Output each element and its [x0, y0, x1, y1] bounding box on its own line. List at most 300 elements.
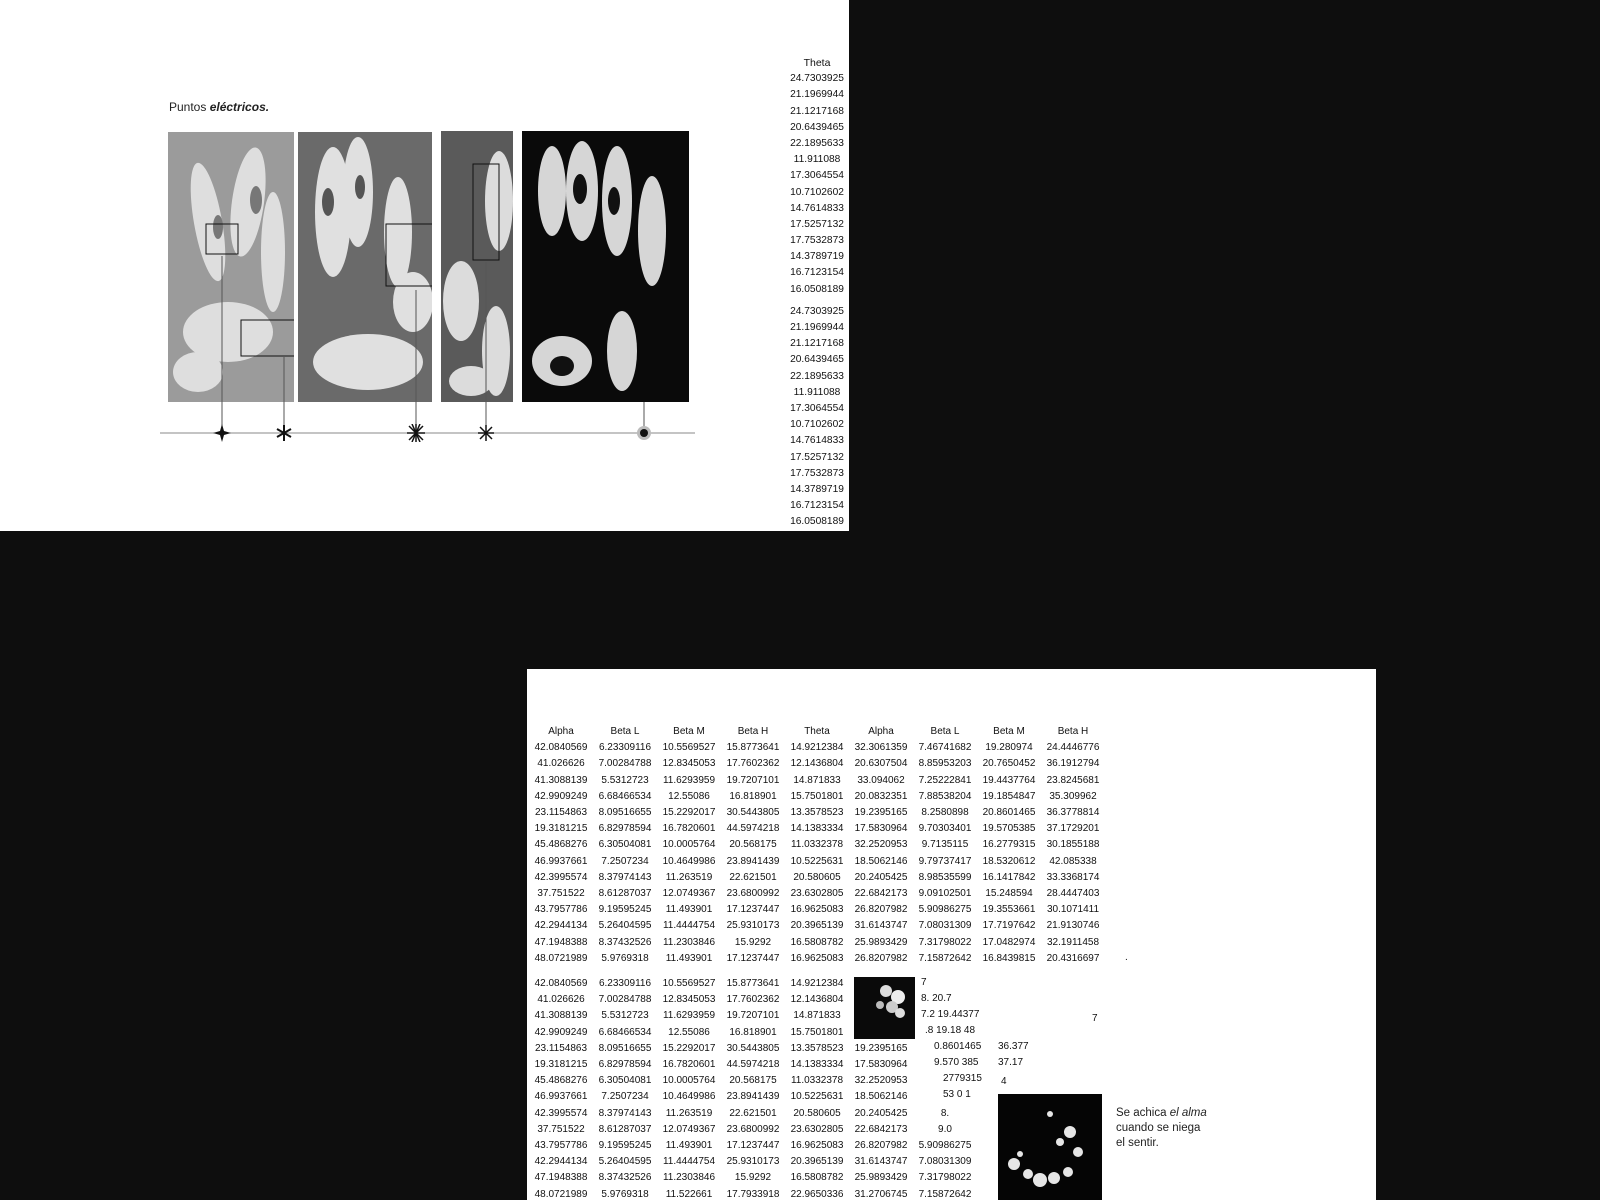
table-cell: 32.2520953 [854, 839, 908, 851]
quote-text: Se achica [1116, 1107, 1170, 1119]
table-cell: 46.9937661 [534, 855, 588, 867]
table-row [529, 1106, 977, 1122]
column-header: Beta H [737, 726, 769, 737]
table-row [529, 756, 1105, 772]
table-cell: 7.31798022 [918, 1172, 972, 1184]
table-cell: 7.15872642 [918, 1188, 972, 1200]
table-cell: 10.4649986 [662, 1091, 716, 1103]
table-row [529, 870, 1105, 886]
table-cell: 17.0482974 [982, 936, 1036, 948]
table-cell: 17.1237447 [726, 1140, 780, 1152]
table-cell: 8.37974143 [598, 871, 652, 883]
table-cell: 20.4316697 [1046, 952, 1100, 964]
theta-value: 11.911088 [793, 386, 841, 398]
theta-value: 14.3789719 [790, 483, 844, 495]
table-cell: 45.4868276 [534, 1075, 588, 1087]
table-cell: 14.9212384 [790, 978, 844, 989]
theta-value: 16.0508189 [790, 516, 844, 528]
table-cell: 23.6302805 [790, 888, 844, 900]
table-cell: 16.7820601 [662, 1059, 716, 1071]
table-cell: 25.9310173 [726, 920, 780, 932]
table-cell: 44.5974218 [726, 823, 780, 835]
table-cell: 31.2706745 [854, 1188, 908, 1200]
table-cell: 25.9310173 [726, 1156, 780, 1168]
caption-emphasis: eléctricos. [209, 100, 270, 114]
table-cell: 10.5225631 [790, 855, 844, 867]
table-cell: 47.1948388 [534, 936, 588, 948]
table-cell: 20.7650452 [982, 758, 1036, 770]
table-cell: 16.8439815 [982, 952, 1036, 964]
table-cell: 42.3995574 [534, 1107, 588, 1119]
theta-value: 21.1969944 [790, 322, 844, 333]
table-cell: 42.9909249 [534, 790, 588, 802]
fragment-value: .8 19.18 48 [925, 1025, 976, 1036]
theta-value: 20.6439465 [790, 121, 844, 133]
table-cell: 41.3088139 [534, 1010, 588, 1022]
table-cell: 22.621501 [729, 1107, 777, 1119]
table-cell: 17.5830964 [854, 1059, 908, 1071]
column-header: Beta M [993, 726, 1025, 737]
theta-value: 24.7303925 [790, 305, 844, 317]
table-cell: 5.5312723 [601, 774, 649, 786]
table-cell: 26.8207982 [854, 904, 908, 916]
column-header: Beta L [610, 726, 640, 737]
glow-dots-image-small [854, 977, 915, 1039]
table-cell: 13.3578523 [790, 1042, 844, 1054]
theta-value: 16.0508189 [790, 283, 844, 295]
table-cell: 17.7933918 [726, 1188, 780, 1200]
table-cell: 25.9893429 [854, 1172, 908, 1184]
theta-value: 21.1969944 [790, 89, 844, 101]
table-row [529, 886, 1105, 902]
table-cell: 11.2303846 [662, 936, 716, 948]
table-cell: 5.5312723 [601, 1010, 649, 1022]
table-cell: 32.2520953 [854, 1075, 908, 1087]
table-cell: 6.68466534 [598, 1026, 652, 1038]
table-cell: 23.6302805 [790, 1123, 844, 1135]
table-cell: 11.4444754 [662, 920, 716, 932]
table-cell: 15.7501801 [790, 790, 844, 802]
table-cell: 8.2580898 [921, 807, 969, 819]
table-cell: 30.1071411 [1046, 904, 1100, 916]
quote-text: el sentir. [1116, 1137, 1159, 1149]
table-row [529, 1154, 977, 1170]
table-cell: 12.0749367 [662, 1123, 716, 1135]
table-cell: 5.90986275 [918, 1140, 972, 1152]
table-cell: 22.6842173 [854, 888, 908, 900]
table-cell: 6.82978594 [598, 1059, 652, 1071]
table-cell: 23.6800992 [726, 1123, 780, 1135]
table-cell: 31.6143747 [854, 1156, 908, 1168]
table-cell: 23.1154863 [534, 1042, 588, 1054]
theta-column [782, 55, 849, 530]
column-header: Alpha [868, 726, 894, 737]
table-cell: 7.2507234 [601, 1091, 649, 1103]
table-cell: 7.08031309 [918, 920, 972, 932]
glow-dot-icon [636, 425, 652, 441]
table-cell: 19.2395165 [854, 1042, 908, 1054]
fragment-value: 7 [1092, 1013, 1098, 1024]
quote-text: cuando se niega [1116, 1122, 1201, 1134]
table-cell: 11.6293959 [662, 774, 716, 786]
table-cell: 19.1854847 [982, 790, 1036, 802]
asterisk-icon [276, 425, 292, 441]
table-cell: 12.1436804 [790, 994, 844, 1006]
table-cell: 11.4444754 [662, 1156, 716, 1168]
table-cell: 8.98535599 [918, 871, 972, 883]
table-cell: 18.5062146 [854, 1091, 908, 1103]
table-cell: 37.1729201 [1046, 823, 1100, 835]
trailing-dot: . [1125, 952, 1128, 963]
table-cell: 31.6143747 [854, 920, 908, 932]
table-cell: 25.9893429 [854, 936, 908, 948]
starburst-icon [407, 424, 425, 442]
table-cell: 37.751522 [537, 888, 585, 900]
table-cell: 22.6842173 [854, 1123, 908, 1135]
table-cell: 42.085338 [1049, 855, 1097, 867]
table-cell: 45.4868276 [534, 839, 588, 851]
table-cell: 15.8773641 [726, 742, 780, 754]
table-cell: 14.871833 [793, 1010, 841, 1022]
table-cell: 6.30504081 [598, 1075, 652, 1087]
table-cell: 7.25222841 [918, 774, 972, 786]
top-panel [0, 0, 849, 531]
table-cell: 15.9292 [734, 936, 772, 948]
theta-value: 10.7102602 [790, 419, 844, 431]
table-row [529, 1122, 977, 1138]
table-cell: 17.1237447 [726, 952, 780, 964]
table-cell: 16.2779315 [982, 839, 1036, 851]
table-cell: 8.61287037 [598, 1123, 652, 1135]
table-row [529, 773, 1105, 789]
theta-value: 17.7532873 [790, 235, 844, 247]
table-row [529, 1187, 977, 1200]
marker-lines [0, 0, 849, 531]
table-cell: 23.8941439 [726, 855, 780, 867]
table-cell: 14.9212384 [790, 742, 844, 754]
table-cell: 10.5569527 [662, 742, 716, 754]
table-cell: 19.280974 [985, 742, 1033, 754]
table-cell: 20.0832351 [854, 790, 908, 802]
table-cell: 42.2944134 [534, 920, 588, 932]
table-cell: 16.818901 [729, 790, 777, 802]
theta-value: 22.1895633 [790, 137, 844, 149]
column-header: Alpha [548, 726, 574, 737]
table-cell: 11.263519 [665, 871, 713, 883]
table-cell: 20.580605 [793, 871, 841, 883]
table-cell: 9.7135115 [921, 839, 969, 851]
table-cell: 15.9292 [734, 1172, 772, 1184]
table-cell: 32.3061359 [854, 742, 908, 754]
table-cell: 9.09102501 [918, 888, 972, 900]
caption-text: Puntos [169, 100, 210, 114]
table-cell: 36.3778814 [1046, 807, 1100, 819]
table-cell: 11.0332378 [790, 839, 844, 851]
table-cell: 12.55086 [668, 1026, 710, 1038]
table-cell: 20.568175 [729, 1075, 777, 1087]
table-cell: 8.37432526 [598, 936, 652, 948]
table-cell: 19.7207101 [726, 1010, 780, 1022]
table-cell: 41.026626 [537, 994, 585, 1006]
table-cell: 20.568175 [729, 839, 777, 851]
table-cell: 11.493901 [665, 904, 713, 916]
theta-value: 22.1895633 [790, 370, 844, 382]
table-cell: 11.522661 [665, 1188, 713, 1200]
table-cell: 16.818901 [729, 1026, 777, 1038]
table-cell: 20.2405425 [854, 1107, 908, 1119]
table-cell: 7.08031309 [918, 1156, 972, 1168]
quote-emphasis: el alma [1169, 1107, 1207, 1119]
table-cell: 7.2507234 [601, 855, 649, 867]
table-cell: 41.3088139 [534, 774, 588, 786]
table-cell: 10.0005764 [662, 839, 716, 851]
table-cell: 10.4649986 [662, 855, 716, 867]
fragment-value: 36.377 [998, 1041, 1029, 1052]
table-cell: 6.23309116 [598, 978, 652, 989]
table-cell: 16.9625083 [790, 1140, 844, 1152]
table-cell: 20.3965139 [790, 1156, 844, 1168]
table-cell: 20.580605 [793, 1107, 841, 1119]
theta-value: 16.7123154 [790, 267, 844, 279]
table-row [529, 1138, 977, 1154]
table-cell: 7.31798022 [918, 936, 972, 948]
table-cell: 18.5062146 [854, 855, 908, 867]
table-cell: 6.30504081 [598, 839, 652, 851]
table-cell: 19.3181215 [534, 1059, 588, 1071]
theta-value: 16.7123154 [790, 500, 844, 512]
table-header-row [529, 724, 1105, 740]
table-cell: 15.248594 [985, 888, 1033, 900]
table-cell: 21.9130746 [1046, 920, 1100, 932]
table-cell: 33.094062 [857, 774, 905, 786]
theta-value: 17.3064554 [790, 170, 844, 182]
table-cell: 20.6307504 [854, 758, 908, 770]
table-cell: 19.2395165 [854, 807, 908, 819]
table-cell: 5.26404595 [598, 920, 652, 932]
table-cell: 9.19595245 [598, 1140, 652, 1152]
table-cell: 9.79737417 [918, 855, 972, 867]
theta-value: 10.7102602 [790, 186, 844, 198]
table-cell: 19.5705385 [982, 823, 1036, 835]
table-cell: 23.6800992 [726, 888, 780, 900]
table-cell: 48.0721989 [534, 1188, 588, 1200]
table-cell: 46.9937661 [534, 1091, 588, 1103]
fragment-value: 2779315 [943, 1073, 982, 1084]
table-row [529, 902, 1105, 918]
table-row [529, 854, 1105, 870]
table-cell: 19.3181215 [534, 823, 588, 835]
table-cell: 19.7207101 [726, 774, 780, 786]
table-row [529, 918, 1105, 934]
table-row [529, 789, 1105, 805]
column-header: Theta [804, 726, 830, 737]
table-cell: 11.0332378 [790, 1075, 844, 1087]
table-cell: 20.3965139 [790, 920, 844, 932]
table-cell: 20.8601465 [982, 807, 1036, 819]
table-cell: 8.09516655 [598, 807, 652, 819]
table-cell: 23.8245681 [1046, 774, 1100, 786]
fragment-value: 37.17 [998, 1057, 1024, 1068]
table-cell: 8.09516655 [598, 1042, 652, 1054]
table-cell: 7.46741682 [918, 742, 972, 754]
table-cell: 8.85953203 [918, 758, 972, 770]
theta-value: 17.5257132 [790, 218, 844, 230]
table-cell: 35.309962 [1049, 790, 1097, 802]
table-cell: 48.0721989 [534, 952, 588, 964]
table-cell: 15.7501801 [790, 1026, 844, 1038]
table-cell: 5.9769318 [601, 1188, 649, 1200]
table-cell: 13.3578523 [790, 807, 844, 819]
table-cell: 9.0 [938, 1123, 952, 1135]
table-cell: 15.8773641 [726, 978, 780, 989]
table-cell: 11.493901 [665, 952, 713, 964]
table-cell: 42.2944134 [534, 1156, 588, 1168]
table-cell: 22.621501 [729, 871, 777, 883]
table-cell: 24.4446776 [1046, 742, 1100, 754]
poem-quote [1116, 1106, 1207, 1151]
table-row [529, 1041, 977, 1057]
table-cell: 12.8345053 [662, 994, 716, 1006]
table-cell: 16.5808782 [790, 1172, 844, 1184]
table-cell: 10.5225631 [790, 1091, 844, 1103]
table-cell: 9.19595245 [598, 904, 652, 916]
bottom-panel [527, 669, 1376, 1200]
table-cell: 10.5569527 [662, 978, 716, 989]
fragment-value: 53 0 1 [943, 1089, 971, 1100]
table-row [529, 1170, 977, 1186]
table-cell: 6.23309116 [598, 742, 652, 754]
table-cell: 16.9625083 [790, 904, 844, 916]
table-row [529, 1073, 977, 1089]
table-cell: 14.871833 [793, 774, 841, 786]
table-row [529, 837, 1105, 853]
table-row [529, 821, 1105, 837]
fragment-value: 0.8601465 [934, 1041, 982, 1052]
theta-header: Theta [803, 57, 831, 69]
table-cell: 17.7602362 [726, 994, 780, 1006]
table-cell: 41.026626 [537, 758, 585, 770]
table-cell: 20.2405425 [854, 871, 908, 883]
table-cell: 6.82978594 [598, 823, 652, 835]
table-cell: 7.00284788 [598, 994, 652, 1006]
table-cell: 15.2292017 [662, 807, 716, 819]
table-cell: 17.1237447 [726, 904, 780, 916]
table-row [529, 805, 1105, 821]
table-cell: 9.70303401 [918, 823, 972, 835]
table-cell: 8. [940, 1107, 950, 1119]
table-cell: 30.5443805 [726, 1042, 780, 1054]
table-row [529, 1057, 977, 1073]
table-cell: 30.5443805 [726, 807, 780, 819]
table-cell: 7.00284788 [598, 758, 652, 770]
table-cell: 28.4447403 [1046, 888, 1100, 900]
eeg-table [529, 724, 1105, 967]
table-cell: 43.7957786 [534, 904, 588, 916]
table-cell: 30.1855188 [1046, 839, 1100, 851]
table-cell: 16.5808782 [790, 936, 844, 948]
column-header: Beta M [673, 726, 705, 737]
glow-dots-image-large [998, 1094, 1102, 1200]
table-cell: 17.7602362 [726, 758, 780, 770]
table-cell: 36.1912794 [1046, 758, 1100, 770]
table-cell: 22.9650336 [790, 1188, 844, 1200]
theta-value: 21.1217168 [790, 105, 844, 117]
table-cell: 42.3995574 [534, 871, 588, 883]
table-cell: 7.88538204 [918, 790, 972, 802]
table-cell: 15.2292017 [662, 1042, 716, 1054]
theta-value: 17.3064554 [790, 402, 844, 414]
theta-value: 14.3789719 [790, 251, 844, 263]
table-cell: 5.9769318 [601, 952, 649, 964]
table-cell: 5.90986275 [918, 904, 972, 916]
four-point-star-icon [213, 424, 231, 442]
table-cell: 23.8941439 [726, 1091, 780, 1103]
spark-icon [478, 425, 494, 441]
table-cell: 16.7820601 [662, 823, 716, 835]
table-cell: 8.37432526 [598, 1172, 652, 1184]
table-cell: 11.2303846 [662, 1172, 716, 1184]
theta-value: 17.7532873 [790, 467, 844, 479]
table-cell: 17.5830964 [854, 823, 908, 835]
column-header: Beta L [930, 726, 960, 737]
table-cell: 11.493901 [665, 1140, 713, 1152]
table-cell: 42.9909249 [534, 1026, 588, 1038]
table-cell: 19.3553661 [982, 904, 1036, 916]
theta-value: 21.1217168 [790, 338, 844, 350]
table-cell: 19.4437764 [982, 774, 1036, 786]
table-cell: 14.1383334 [790, 1059, 844, 1071]
theta-value: 17.5257132 [790, 451, 844, 463]
table-cell: 26.8207982 [854, 952, 908, 964]
table-cell: 11.6293959 [662, 1010, 716, 1022]
fragment-value: 8. 20.7 [921, 993, 952, 1004]
table-cell: 42.0840569 [534, 742, 588, 754]
theta-value: 24.7303925 [790, 73, 844, 85]
theta-value: 14.7614833 [790, 202, 844, 214]
table-cell: 23.1154863 [534, 807, 588, 819]
theta-value: 11.911088 [793, 154, 841, 166]
table-row [529, 1089, 977, 1105]
table-cell: 42.0840569 [534, 978, 588, 989]
fragment-value: 9.570 385 [934, 1057, 979, 1068]
table-cell: 14.1383334 [790, 823, 844, 835]
table-cell: 26.8207982 [854, 1140, 908, 1152]
table-cell: 5.26404595 [598, 1156, 652, 1168]
table-cell: 17.7197642 [982, 920, 1036, 932]
table-cell: 12.1436804 [790, 758, 844, 770]
column-header: Beta H [1057, 726, 1089, 737]
table-cell: 16.1417842 [982, 871, 1036, 883]
table-cell: 10.0005764 [662, 1075, 716, 1087]
theta-value: 20.6439465 [790, 354, 844, 366]
table-row [529, 740, 1105, 756]
table-cell: 47.1948388 [534, 1172, 588, 1184]
table-cell: 37.751522 [537, 1123, 585, 1135]
table-cell: 11.263519 [665, 1107, 713, 1119]
table-cell: 44.5974218 [726, 1059, 780, 1071]
table-cell: 7.15872642 [918, 952, 972, 964]
table-cell: 12.55086 [668, 790, 710, 802]
table-cell: 6.68466534 [598, 790, 652, 802]
fragment-value: 4 [1001, 1076, 1007, 1087]
fragment-value: 7.2 19.44377 [921, 1009, 980, 1020]
table-row [529, 951, 1105, 967]
theta-value: 14.7614833 [790, 435, 844, 447]
table-cell: 16.9625083 [790, 952, 844, 964]
fragment-value: 7 [921, 977, 927, 988]
table-cell: 12.8345053 [662, 758, 716, 770]
table-cell: 32.1911458 [1046, 936, 1100, 948]
